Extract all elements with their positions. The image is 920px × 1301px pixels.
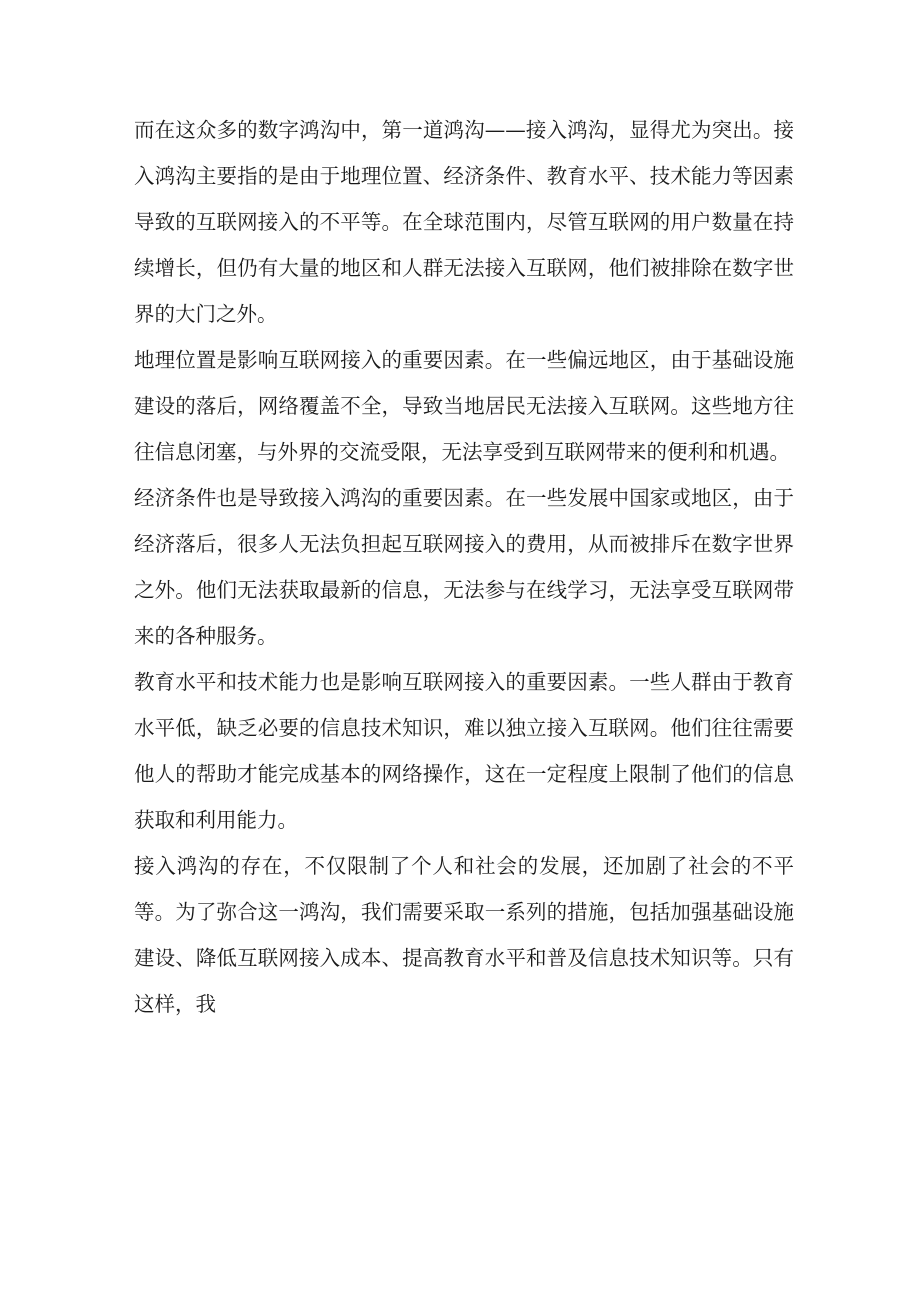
paragraph-3: 经济条件也是导致接入鸿沟的重要因素。在一些发展中国家或地区，由于经济落后，很多人无法负担起互联网接入的费用，从而被排斥在数字世界之外。他们无法获取最新的信息，无法参与在线学习，无法享受互联网带来的各种服务。 [134,486,794,648]
paragraph-4: 教育水平和技术能力也是影响互联网接入的重要因素。一些人群由于教育水平低，缺乏必要的信息技术知识，难以独立接入互联网。他们往往需要他人的帮助才能完成基本的网络操作，这在一定程度上限制了他们的信息获取和利用能力。 [134,670,794,832]
document-body [134,107,794,1027]
paragraph-1: 而在这众多的数字鸿沟中，第一道鸿沟——接入鸿沟，显得尤为突出。接入鸿沟主要指的是由于地理位置、经济条件、教育水平、技术能力等因素导致的互联网接入的不平等。在全球范围内，尽管互联网的用户数量在持续增长，但仍有大量的地区和人群无法接入互联网，他们被排除在数字世界的大门之外。 [134,118,794,326]
paragraph-5: 接入鸿沟的存在，不仅限制了个人和社会的发展，还加剧了社会的不平等。为了弥合这一鸿沟，我们需要采取一系列的措施，包括加强基础设施建设、降低互联网接入成本、提高教育水平和普及信息技术知识等。只有这样，我 [134,854,794,1016]
paragraph-2: 地理位置是影响互联网接入的重要因素。在一些偏远地区，由于基础设施建设的落后，网络覆盖不全，导致当地居民无法接入互联网。这些地方往往信息闭塞，与外界的交流受限，无法享受到互联网带来的便利和机遇。 [134,348,794,464]
